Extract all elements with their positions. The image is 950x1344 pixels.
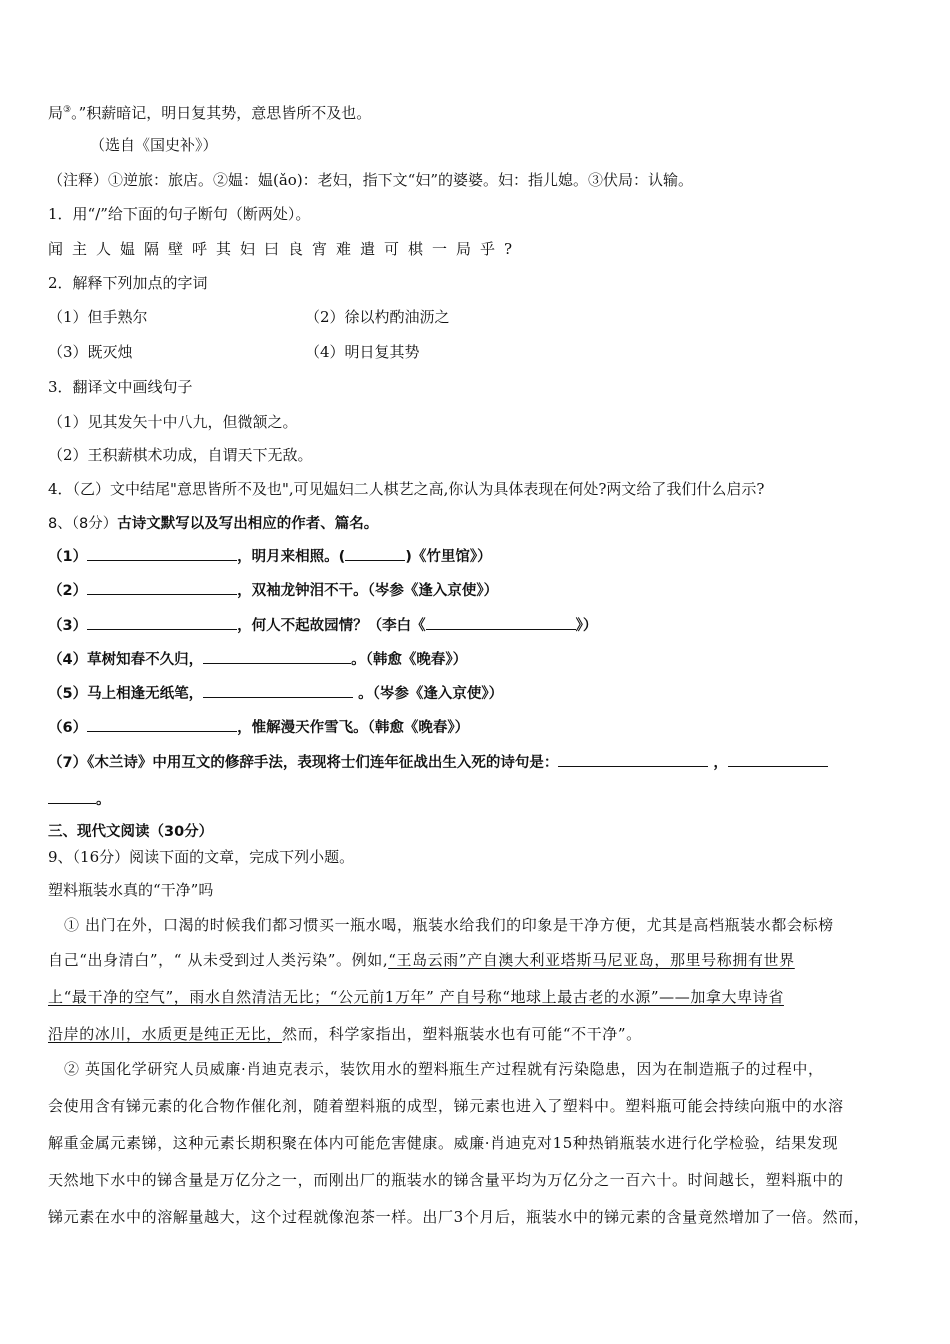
q2-item-4: （4）明日复其势	[305, 343, 420, 361]
question-1-text: 闻主人媪隔壁呼其妇曰良宵难遣可棋一局乎?	[48, 240, 522, 258]
answer-blank[interactable]	[203, 683, 353, 698]
dictation-item-5: （5）马上相逢无纸笔， 。（岑参《逢入京使》）	[48, 683, 910, 704]
question-2: 2．解释下列加点的字词	[48, 274, 208, 292]
author-blank[interactable]	[345, 546, 405, 561]
answer-blank[interactable]	[87, 546, 237, 561]
paragraph-2-line-5: 锑元素在水中的溶解量越大，这个过程就像泡茶一样。出厂3个月后，瓶装水中的锑元素的含量竟然增加了一倍。然而，	[48, 1208, 870, 1226]
question-1: 1．用“/”给下面的句子断句（断两处）。	[48, 205, 311, 223]
dictation-item-3: （3） ，何人不起故园情？（李白《 》）	[48, 615, 910, 636]
question-2-row-1	[48, 307, 910, 327]
passage-notes: （注释）①逆旅：旅店。②媪：媪(ǎo)：老妇，指下文“妇”的婆婆。妇：指儿媳。③伏局：认输。	[48, 171, 694, 189]
dictation-item-7: （7）《木兰诗》中用互文的修辞手法，表现将士们连年征战出生入死的诗句是： ，	[48, 752, 910, 773]
article-title: 塑料瓶装水真的“干净”吗	[48, 881, 214, 899]
paragraph-1-line-2: 自己“出身清白”，“ 从未受到过人类污染”。例如,“王岛云雨”产自澳大利亚塔斯马尼亚岛，那里号称拥有世界	[48, 951, 795, 969]
question-4: 4．（乙）文中结尾"意思皆所不及也",可见媪妇二人棋艺之高,你认为具体表现在何处?两文给了我们什么启示?	[48, 480, 765, 498]
q2-item-1: （1）但手熟尔	[48, 308, 148, 326]
dictation-item-2: （2） ，双袖龙钟泪不干。（岑参《逢入京使》）	[48, 580, 910, 601]
paragraph-1-line-4: 沿岸的冰川，水质更是纯正无比，然而，科学家指出，塑料瓶装水也有可能“不干净”。	[48, 1025, 642, 1043]
q3-item-2: （2）王积薪棋术功成，自谓天下无敌。	[48, 446, 313, 464]
answer-blank[interactable]	[87, 717, 237, 732]
dictation-item-6: （6） ，惟解漫天作雪飞。（韩愈《晚春》）	[48, 717, 910, 738]
underlined-sentence: “王岛云雨”产自澳大利亚塔斯马尼亚岛，那里号称拥有世界	[388, 951, 795, 969]
paragraph-2-line-4: 天然地下水中的锑含量是万亿分之一，而刚出厂的瓶装水的锑含量平均为万亿分之一百六十。时间越长，塑料瓶中的	[48, 1171, 844, 1189]
paragraph-1-line-3: 上“最干净的空气”，雨水自然清洁无比；“公元前1万年” 产自号称“地球上最古老的水源”——加拿大卑诗省	[48, 988, 784, 1006]
question-3: 3．翻译文中画线句子	[48, 378, 193, 396]
paragraph-1-line-1: ① 出门在外，口渴的时候我们都习惯买一瓶水喝，瓶装水给我们的印象是干净方便，尤其是高档瓶装水都会标榜	[64, 916, 834, 934]
dictation-item-4: （4）草树知春不久归， 。（韩愈《晚春》）	[48, 649, 910, 670]
paragraph-2-line-1: ② 英国化学研究人员威廉·肖迪克表示，装饮用水的塑料瓶生产过程就有污染隐患，因为在制造瓶子的过程中，	[64, 1060, 824, 1078]
dictation-item-7-cont: 。	[48, 789, 910, 810]
q2-item-3: （3）既灭烛	[48, 343, 133, 361]
q2-item-2: （2）徐以杓酌油沥之	[305, 308, 450, 326]
answer-blank[interactable]	[48, 789, 96, 804]
paragraph-2-line-2: 会使用含有锑元素的化合物作催化剂，随着塑料瓶的成型，锑元素也进入了塑料中。塑料瓶可能会持续向瓶中的水溶	[48, 1097, 844, 1115]
section-8-heading: 8、（8分）古诗文默写以及写出相应的作者、篇名。	[48, 516, 379, 532]
q3-item-1: （1）见其发矢十中八九，但微颔之。	[48, 413, 298, 431]
answer-blank[interactable]	[203, 649, 351, 664]
passage-source: （选自《国史补》）	[90, 136, 218, 154]
dictation-item-1: （1） ，明月来相照。( )《竹里馆》）	[48, 546, 910, 567]
title-blank[interactable]	[426, 615, 576, 630]
answer-blank[interactable]	[728, 752, 828, 767]
section-3-title: 三、现代文阅读（30分）	[48, 824, 214, 840]
answer-blank[interactable]	[87, 580, 237, 595]
paragraph-2-line-3: 解重金属元素锑，这种元素长期积聚在体内可能危害健康。威廉·肖迪克对15种热销瓶装水进行化学检验，结果发现	[48, 1134, 839, 1152]
answer-blank[interactable]	[558, 752, 708, 767]
question-9: 9、（16分）阅读下面的文章，完成下列小题。	[48, 848, 355, 866]
answer-blank[interactable]	[87, 615, 237, 630]
passage-line-1: 局③。”积薪暗记，明日复其势，意思皆所不及也。	[48, 104, 372, 122]
question-2-row-2	[48, 342, 910, 362]
